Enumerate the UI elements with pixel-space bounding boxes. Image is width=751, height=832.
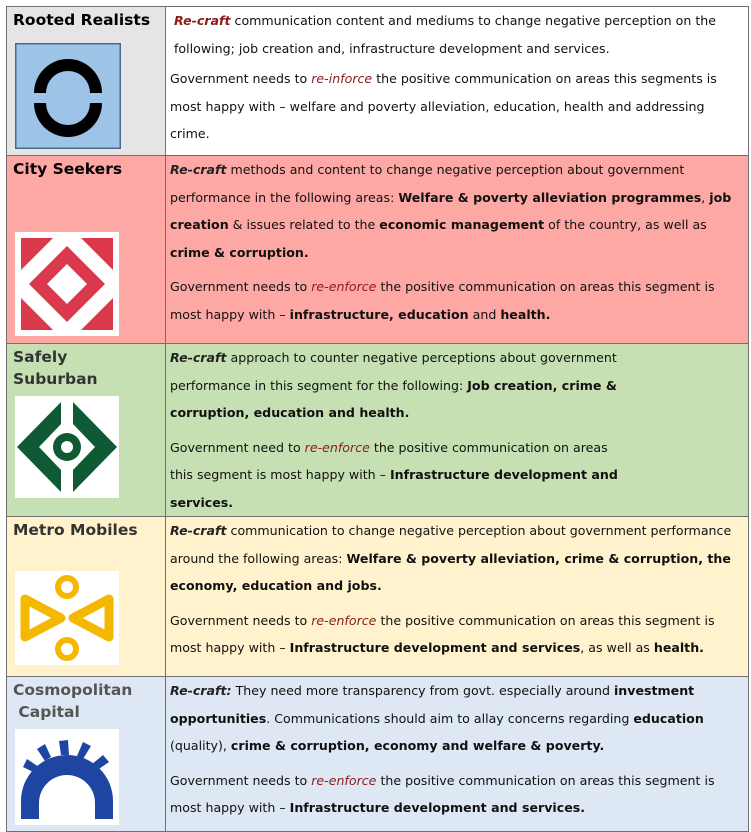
- recraft-text: & issues related to the: [228, 217, 380, 232]
- reinforce-em: re-inforce: [311, 71, 373, 86]
- segment-name-cell: [7, 344, 166, 517]
- reinforce-em: re-enforce: [311, 612, 377, 628]
- bowtie-figure-icon: [15, 571, 119, 665]
- recraft-paragraph: [166, 517, 748, 600]
- broken-ring-icon: [15, 43, 121, 149]
- reinforce-paragraph: [166, 65, 748, 148]
- reinforce-rest: welfare and poverty alleviation, education, health and addressing crime.: [170, 98, 705, 141]
- reinforce-bold: Infrastructure development and services.: [289, 800, 586, 815]
- segment-title: Rooted Realists: [13, 11, 151, 29]
- recraft-lead: Re-craft: [174, 13, 231, 28]
- recraft-text: . Communications should aim to allay concerns regarding: [266, 710, 634, 726]
- recraft-paragraph: [166, 344, 748, 427]
- segment-name-cell: [7, 156, 166, 344]
- reinforce-pre: Government needs to: [170, 772, 312, 788]
- segment-row-cosmopolitan-capital: [7, 677, 749, 832]
- segments-table: [6, 6, 749, 832]
- recraft-bold: job creation: [170, 189, 732, 232]
- reinforce-pre: Government needs to: [170, 612, 312, 628]
- recraft-bold: Welfare & poverty alleviation programmes: [398, 189, 702, 205]
- recraft-paragraph: [166, 7, 748, 62]
- reinforce-em: re-enforce: [304, 439, 370, 455]
- recraft-text: communication to change negative perception about government performance around the following areas:: [170, 523, 732, 566]
- segment-row-city-seekers: [7, 156, 749, 344]
- segment-row-safely-suburban: [7, 344, 749, 517]
- recraft-paragraph: [166, 156, 748, 266]
- recraft-bold: crime & corruption.: [170, 244, 309, 260]
- reinforce-paragraph: [166, 767, 748, 822]
- reinforce-paragraph: [166, 607, 748, 662]
- segment-name-cell: [7, 517, 166, 677]
- segment-name-cell: [7, 7, 166, 156]
- recraft-lead: Re-craft: [170, 162, 227, 177]
- reinforce-mid: the positive communication on areas this segment is most happy with –: [170, 439, 608, 482]
- reinforce-paragraph: [166, 434, 748, 517]
- segment-title: Safely Suburban: [13, 348, 98, 388]
- recraft-text: of the country, as well as: [544, 217, 707, 232]
- split-diamond-icon: [15, 396, 119, 498]
- reinforce-text: and: [468, 306, 501, 322]
- recraft-bold: crime & corruption, economy and welfare & poverty.: [230, 738, 605, 753]
- reinforce-pre: Government need to: [170, 439, 305, 455]
- segment-desc-cell: [166, 344, 749, 517]
- recraft-bold: Welfare & poverty alleviation, crime & corruption, the economy, education and jobs.: [170, 550, 731, 593]
- recraft-bold: Job creation, crime & corruption, education and health.: [170, 377, 617, 420]
- recraft-text: approach to counter negative perceptions about government performance in this segment for the following:: [170, 350, 617, 393]
- segment-title: Metro Mobiles: [13, 521, 138, 539]
- nested-diamond-icon: [15, 232, 119, 336]
- recraft-bold: education: [633, 710, 704, 726]
- reinforce-bold: health.: [653, 640, 704, 655]
- recraft-text: ,: [701, 189, 710, 205]
- segment-desc-cell: [166, 677, 749, 832]
- recraft-text: communication content and mediums to change negative perception on the following; job creation and, infrastructure development and services.: [174, 13, 717, 56]
- reinforce-bold: health.: [500, 306, 551, 322]
- recraft-lead: Re-craft: [170, 350, 227, 365]
- recraft-text: methods and content to change negative perception about government performance in the following areas:: [170, 162, 685, 205]
- segment-row-metro-mobiles: [7, 517, 749, 677]
- segment-desc-cell: [166, 7, 749, 156]
- recraft-lead: Re-craft: [170, 523, 227, 538]
- recraft-text: They need more transparency from govt. especially around: [231, 683, 614, 698]
- segment-row-rooted-realists: [7, 7, 749, 156]
- recraft-bold: economic management: [379, 217, 545, 232]
- reinforce-bold: infrastructure, education: [289, 306, 469, 322]
- reinforce-bold: Infrastructure development and services: [289, 640, 581, 655]
- segment-title: City Seekers: [13, 160, 123, 178]
- segment-desc-cell: [166, 517, 749, 677]
- reinforce-pre: Government needs to: [170, 279, 312, 294]
- reinforce-mid: the positive communication on areas this segment is most happy with –: [170, 772, 715, 815]
- segment-name-cell: [7, 677, 166, 832]
- recraft-lead: Re-craft:: [170, 683, 232, 698]
- reinforce-mid: the positive communication on areas this segments is most happy with –: [170, 71, 717, 114]
- recraft-bold: investment opportunities: [170, 683, 695, 726]
- reinforce-pre: Government needs to: [170, 71, 312, 86]
- reinforce-em: re-enforce: [311, 772, 377, 788]
- reinforce-mid: the positive communication on areas this segment is most happy with –: [170, 612, 715, 655]
- segment-title: Cosmopolitan Capital: [13, 681, 133, 721]
- recraft-paragraph: [166, 677, 748, 760]
- reinforce-em: re-enforce: [311, 279, 377, 294]
- reinforce-mid: the positive communication on areas this segment is most happy with –: [170, 279, 715, 322]
- reinforce-text: , as well as: [580, 640, 654, 655]
- segment-desc-cell: [166, 156, 749, 344]
- rising-sun-icon: [15, 729, 119, 825]
- reinforce-bold: Infrastructure development and services.: [170, 467, 618, 510]
- reinforce-paragraph: [166, 273, 748, 328]
- recraft-text: (quality),: [170, 738, 231, 753]
